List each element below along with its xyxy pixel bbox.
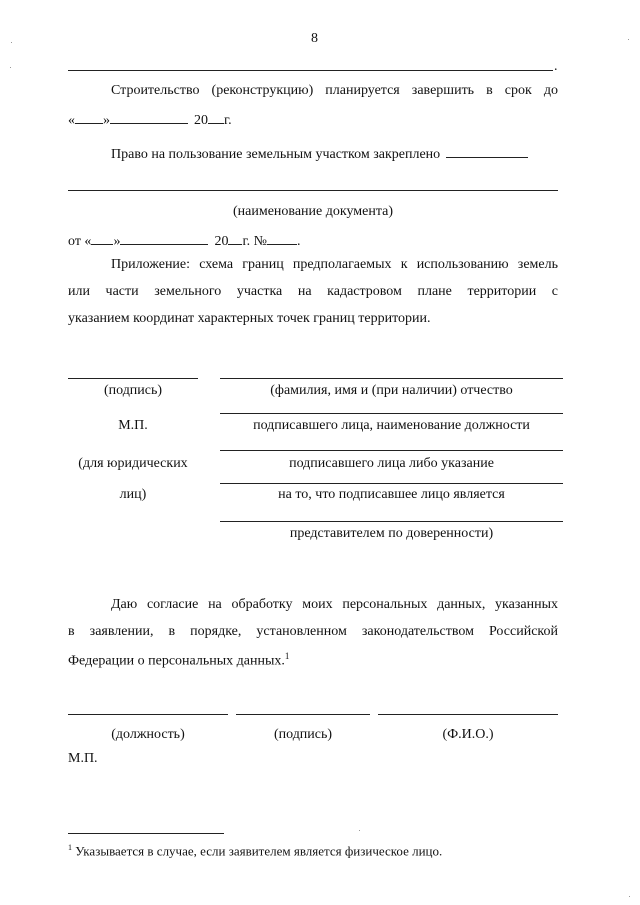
signature-line (236, 714, 370, 715)
appendix-line-1: Приложение: схема границ предполагаемых к использованию земель (111, 257, 558, 272)
stamp-label-bottom: М.П. (68, 751, 98, 766)
doc-number-blank[interactable] (267, 230, 297, 245)
doc-year-blank[interactable] (228, 230, 242, 245)
signature-caption-bottom: (подпись) (273, 727, 333, 742)
position-caption: (должность) (111, 727, 185, 742)
year-prefix: 20 (194, 113, 208, 128)
signer-caption-2: подписавшего лица, наименование должности (253, 418, 530, 433)
signer-caption-1: (фамилия, имя и (при наличии) отчество (270, 383, 513, 398)
signature-line-right-2 (220, 413, 563, 414)
signer-caption-5: представителем по доверенности) (289, 526, 494, 541)
top-line-period: . (554, 59, 558, 74)
consent-line-3: Федерации о персональных данных.$^1$ (68, 651, 290, 669)
footnote-marker: 1 (68, 843, 72, 852)
footnote-reference[interactable]: 1 (284, 651, 290, 661)
stamp-label: М.П. (118, 418, 148, 433)
name-caption: (Ф.И.О.) (442, 727, 494, 742)
document-name-caption: (наименование документа) (232, 204, 394, 219)
signature-line-left (68, 378, 198, 379)
construction-text: Строительство (реконструкцию) планируется завершить в срок до (111, 83, 558, 98)
footnote-separator (68, 833, 224, 834)
scan-speck (11, 42, 12, 43)
consent-line-1: Даю согласие на обработку моих персональных данных, указанных (111, 597, 558, 612)
appendix-line-3: указанием координат характерных точек границ территории. (68, 311, 431, 326)
date-close-quote: » (103, 113, 110, 128)
position-line (68, 714, 228, 715)
document-date: от « » 20 г. № . (68, 230, 300, 250)
legal-entities-note-2: лиц) (119, 487, 147, 502)
top-blank-line (68, 70, 553, 71)
date-open-quote: « (68, 113, 75, 128)
month-blank[interactable] (110, 109, 188, 124)
signature-line-right-1 (220, 378, 563, 379)
land-right-blank[interactable] (446, 143, 528, 158)
doc-month-blank[interactable] (120, 230, 208, 245)
scan-speck (10, 67, 11, 68)
scan-speck (359, 830, 360, 831)
land-right-text: Право на пользование земельным участком закреплено (111, 143, 528, 163)
document-name-line (68, 190, 558, 191)
signature-line-right-4 (220, 483, 563, 484)
signer-caption-4: на то, что подписавшее лицо является (278, 487, 505, 502)
consent-line-2: в заявлении, в порядке, установленном законодательством Российской (68, 624, 558, 639)
doc-day-blank[interactable] (91, 230, 113, 245)
name-line (378, 714, 558, 715)
footnote (68, 843, 442, 859)
construction-date (68, 109, 232, 129)
signer-caption-3: подписавшего лица либо указание (289, 456, 494, 471)
year-suffix: г. (224, 113, 232, 128)
signature-caption: (подпись) (103, 383, 163, 398)
signature-line-right-5 (220, 521, 563, 522)
page-number: 8 (311, 31, 318, 46)
scan-speck (629, 896, 630, 897)
signature-line-right-3 (220, 450, 563, 451)
year-blank[interactable] (208, 109, 224, 124)
scan-speck (628, 39, 629, 40)
appendix-line-2: или части земельного участка на кадастровом плане территории с (68, 284, 558, 299)
footnote-text: Указывается в случае, если заявителем является физическое лицо. (72, 843, 443, 859)
legal-entities-note-1: (для юридических (78, 456, 188, 471)
day-blank[interactable] (75, 109, 103, 124)
